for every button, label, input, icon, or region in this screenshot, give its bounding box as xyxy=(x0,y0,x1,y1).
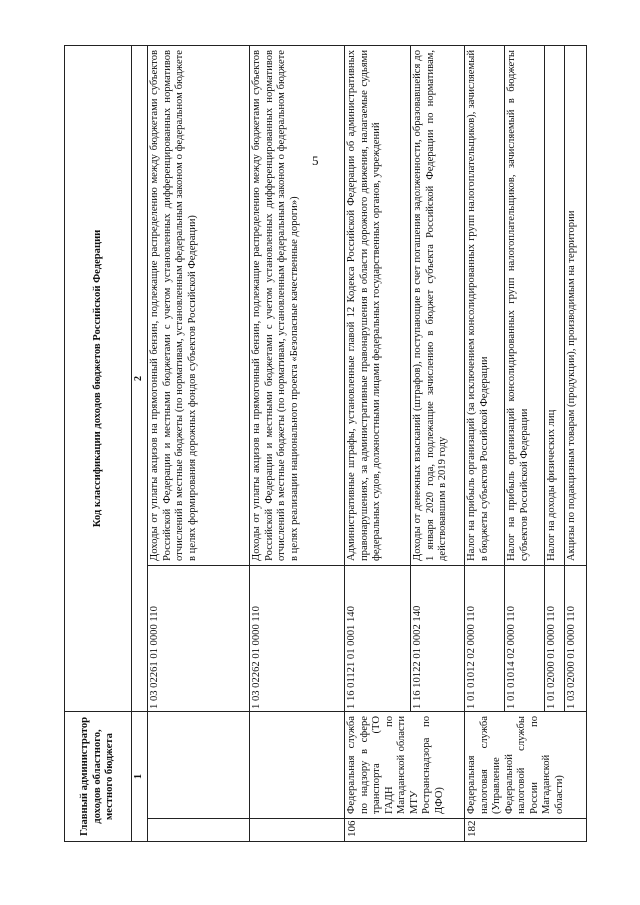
header-admin: Главный администратор доходов областного, местного бюджета xyxy=(65,712,132,842)
revenue-description: Акцизы по подакцизным товарам (продукции), производимым на территории xyxy=(565,46,587,566)
revenue-code: 1 01 01014 02 0000 110 xyxy=(505,566,545,712)
revenue-description: Административные штрафы, установленные главой 12 Кодекса Российской Федерации об административных правонарушениях, за административные правонарушения в области дорожного движения, налагаемые судьями федеральных судов, должностными лицами федеральных государственных органов, учреждений xyxy=(345,46,411,566)
admin-name: Федеральная налоговая служба (Управление Федеральной налоговой службы России по Магаданской области) xyxy=(465,712,587,819)
table-row xyxy=(250,46,345,842)
table-row xyxy=(465,46,505,842)
admin-name xyxy=(148,712,250,819)
revenue-description: Доходы от уплаты акцизов на прямогонный бензин, подлежащие распределению между бюджетами субъектов Российской Федерации и местными бюджетами с учетом установленных дифференцированных нормативов отчислений в местные бюджеты (по нормативам, установленным федеральным законом о федеральном бюджете в целях формирования дорожных фондов субъектов Российской Федерации) xyxy=(148,46,250,566)
page-number: 5 xyxy=(312,153,319,168)
revenue-code: 1 03 02262 01 0000 110 xyxy=(250,566,345,712)
revenue-code: 1 03 02000 01 0000 110 xyxy=(565,566,587,712)
table-row xyxy=(148,46,250,842)
revenue-code: 1 03 02261 01 0000 110 xyxy=(148,566,250,712)
table-row xyxy=(345,46,411,842)
admin-name: Федеральная служба по надзору в сфере транспорта (ТО ГАДН по Магаданской области МТУ Ространснадзора по ДФО) xyxy=(345,712,465,819)
header-classification: Код классификации доходов бюджетов Российской Федерации xyxy=(65,46,132,712)
admin-name xyxy=(250,712,345,819)
revenue-code: 1 16 10122 01 0002 140 xyxy=(411,566,465,712)
column-number-row xyxy=(132,46,148,842)
table-header-row xyxy=(65,46,132,842)
revenue-code: 1 01 02000 01 0000 110 xyxy=(545,566,565,712)
column-number-2: 2 xyxy=(132,46,148,712)
revenue-description: Налог на прибыль организаций (за исключением консолидированных групп налогоплательщиков), зачисляемый в бюджеты субъектов Российской Федерации xyxy=(465,46,505,566)
revenue-code: 1 16 01121 01 0001 140 xyxy=(345,566,411,712)
admin-number xyxy=(148,819,250,842)
rotated-table-wrapper xyxy=(64,46,610,842)
admin-number: 106 xyxy=(345,819,465,842)
revenue-code: 1 01 01012 02 0000 110 xyxy=(465,566,505,712)
revenue-classification-table xyxy=(64,45,587,842)
admin-number xyxy=(250,819,345,842)
admin-number: 182 xyxy=(465,819,587,842)
revenue-description: Налог на доходы физических лиц xyxy=(545,46,565,566)
revenue-description: Доходы от денежных взысканий (штрафов), поступающие в счет погашения задолженности, образовавшейся до 1 января 2020 года, подлежащие зачислению в бюджет субъекта Российской Федерации по нормативам, действовавшим в 2019 году xyxy=(411,46,465,566)
revenue-description: Налог на прибыль организаций консолидированных групп налогоплательщиков, зачисляемый в бюджеты субъектов Российской Федерации xyxy=(505,46,545,566)
revenue-description: Доходы от уплаты акцизов на прямогонный бензин, подлежащие распределению между бюджетами субъектов Российской Федерации и местными бюджетами с учетом установленных дифференцированных нормативов отчислений в местные бюджеты (по нормативам, установленным федеральным законом о федеральном бюджете в целях реализации национального проекта «Безопасные качественные дороги») xyxy=(250,46,345,566)
column-number-1: 1 xyxy=(132,712,148,842)
